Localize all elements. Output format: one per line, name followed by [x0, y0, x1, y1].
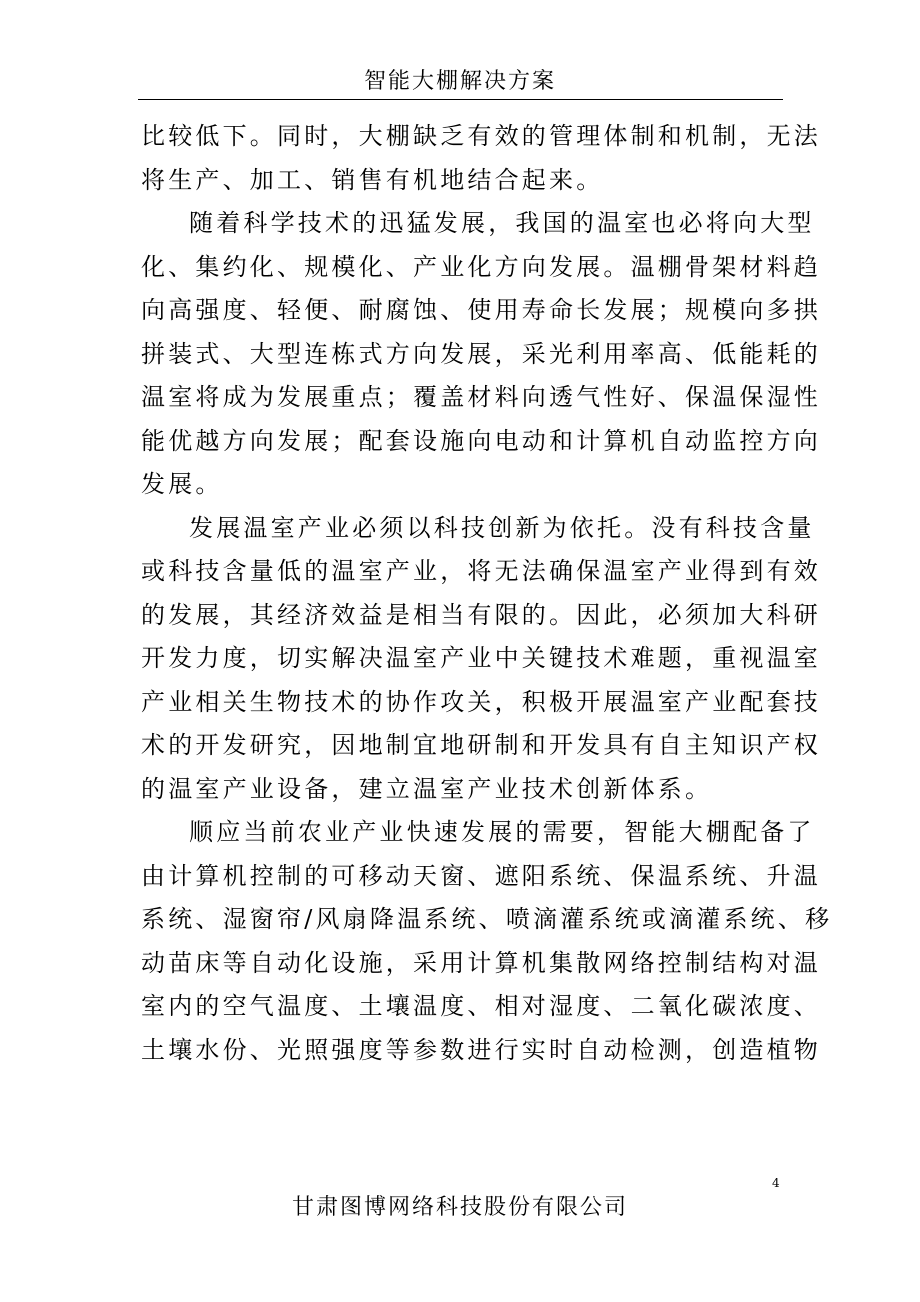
paragraph-4-line-6: 土壤水份、光照强度等参数进行实时自动检测，创造植物	[141, 1035, 821, 1064]
paragraph-2-line-5: 温室将成为发展重点；覆盖材料向透气性好、保温保湿性	[141, 383, 821, 411]
paragraph-3-line-5: 产业相关生物技术的协作攻关，积极开展温室产业配套技	[141, 687, 821, 716]
paragraph-2-line-4: 拼装式、大型连栋式方向发展，采光利用率高、低能耗的	[141, 339, 821, 368]
page-footer-company: 甘肃图博网络科技股份有限公司	[291, 1195, 628, 1220]
paragraph-3-line-6: 术的开发研究，因地制宜地研制和开发具有自主知识产权	[141, 731, 821, 759]
paragraph-2-line-2: 化、集约化、规模化、产业化方向发展。温棚骨架材料趋	[141, 252, 821, 281]
paragraph-3-line-1: 发展温室产业必须以科技创新为依托。没有科技含量	[189, 513, 815, 542]
paragraph-1-line-1: 比较低下。同时，大棚缺乏有效的管理体制和机制，无法	[141, 122, 821, 150]
paragraph-2-line-7: 发展。	[141, 470, 223, 498]
paragraph-3-line-3: 的发展，其经济效益是相当有限的。因此，必须加大科研	[141, 600, 821, 629]
page-number: 4	[772, 1176, 780, 1190]
paragraph-2-line-3: 向高强度、轻便、耐腐蚀、使用寿命长发展；规模向多拱	[141, 296, 821, 324]
header-divider	[138, 99, 783, 100]
paragraph-4-line-3: 系统、湿窗帘/风扇降温系统、喷滴灌系统或滴灌系统、移	[141, 905, 833, 933]
paragraph-4-line-1: 顺应当前农业产业快速发展的需要，智能大棚配备了	[189, 818, 815, 846]
paragraph-4-line-5: 室内的空气温度、土壤温度、相对湿度、二氧化碳浓度、	[141, 992, 821, 1020]
paragraph-2-line-1: 随着科学技术的迅猛发展，我国的温室也必将向大型	[189, 209, 815, 237]
paragraph-3-line-2: 或科技含量低的温室产业，将无法确保温室产业得到有效	[141, 557, 821, 585]
paragraph-4-line-2: 由计算机控制的可移动天窗、遮阳系统、保温系统、升温	[141, 861, 821, 890]
paragraph-3-line-7: 的温室产业设备，建立温室产业技术创新体系。	[141, 774, 713, 803]
paragraph-1-line-2: 将生产、加工、销售有机地结合起来。	[141, 165, 604, 194]
document-body	[141, 115, 833, 1072]
paragraph-3-line-4: 开发力度，切实解决温室产业中关键技术难题，重视温室	[141, 644, 821, 672]
paragraph-2-line-6: 能优越方向发展；配套设施向电动和计算机自动监控方向	[141, 426, 821, 455]
page-header-title: 智能大棚解决方案	[363, 69, 556, 94]
paragraph-4-line-4: 动苗床等自动化设施，采用计算机集散网络控制结构对温	[141, 948, 821, 977]
